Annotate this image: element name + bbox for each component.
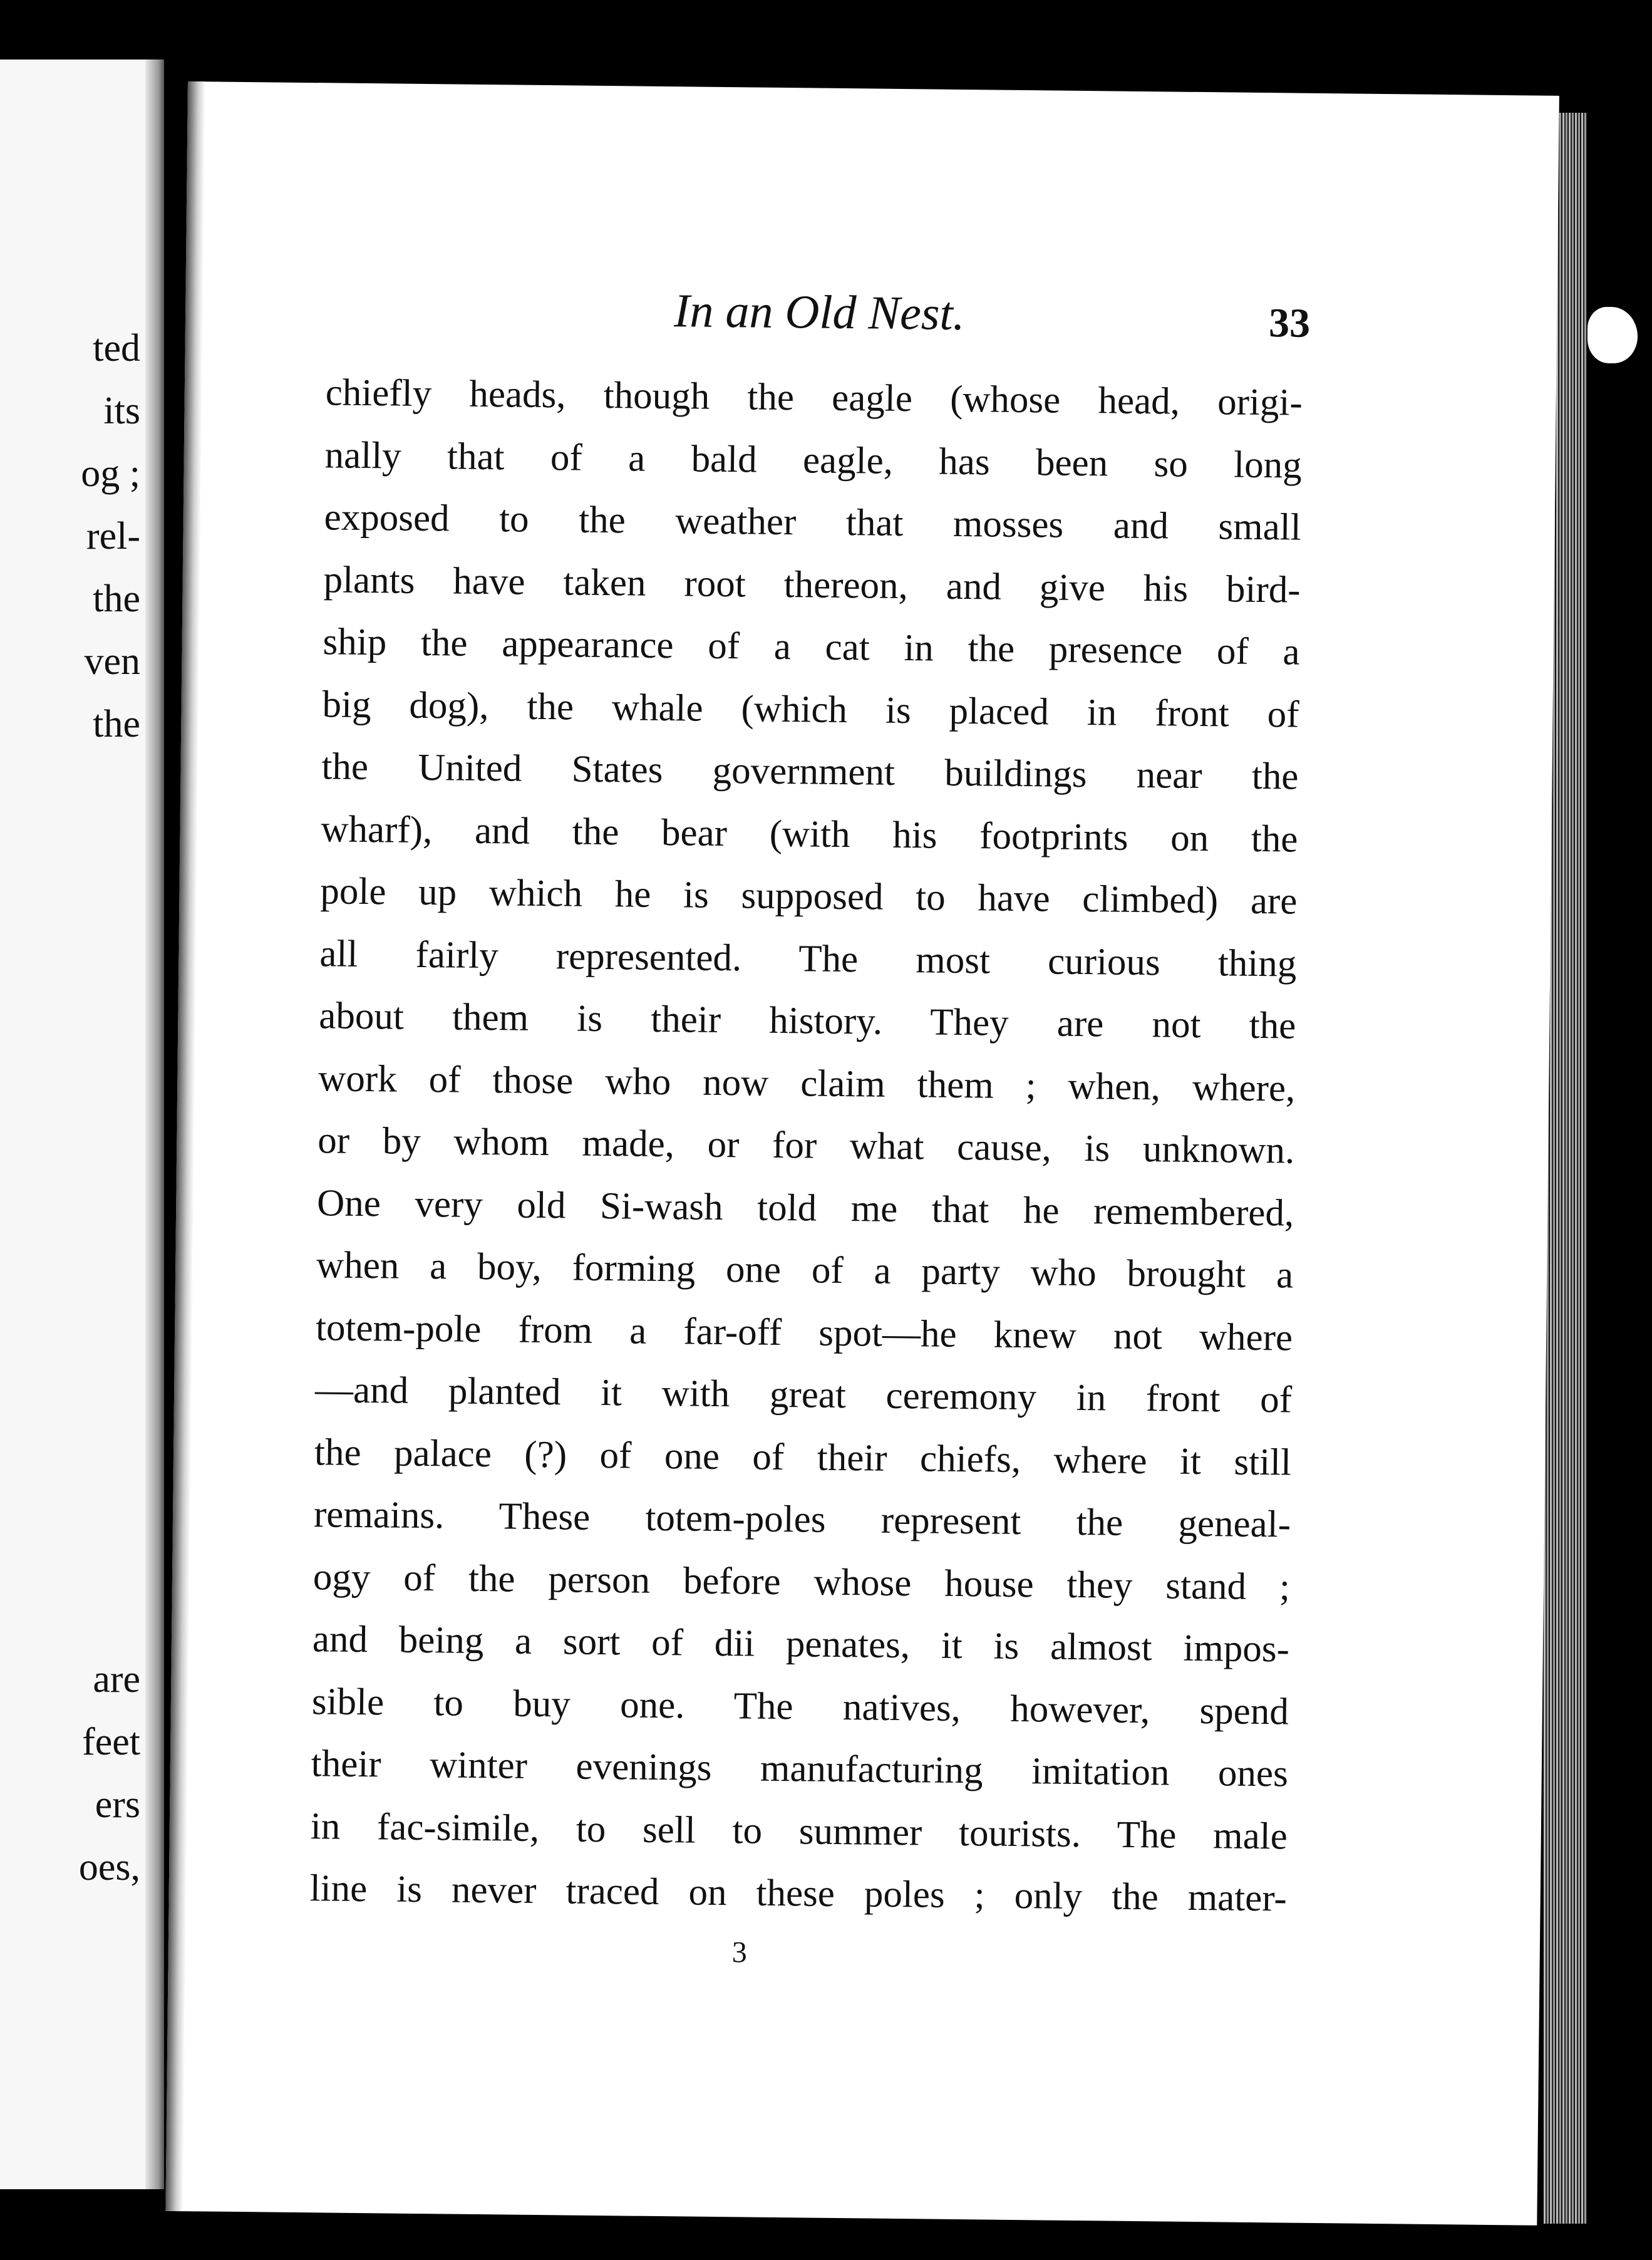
page-number: 33 bbox=[1268, 300, 1311, 346]
text-line: exposed to the weather that mosses and small bbox=[324, 496, 1301, 549]
text-line: ship the appearance of a cat in the presence of a bbox=[323, 621, 1300, 673]
left-page-fragment: the bbox=[93, 578, 140, 620]
text-line: all fairly represented. The most curious thing bbox=[319, 932, 1297, 985]
body-text bbox=[309, 361, 1303, 1930]
previous-page-edge bbox=[0, 60, 164, 2189]
text-line: the United States government buildings near the bbox=[321, 745, 1299, 798]
left-page-fragment: its bbox=[103, 390, 140, 432]
text-line: line is never traced on these poles ; only the mater- bbox=[309, 1867, 1288, 1920]
left-page-fragment: the bbox=[93, 703, 140, 745]
book-page bbox=[165, 81, 1559, 2226]
text-line: —and planted it with great ceremony in front of bbox=[314, 1369, 1293, 1421]
signature-mark: 3 bbox=[731, 1936, 748, 1969]
left-page-fragment: rel- bbox=[86, 515, 140, 557]
text-line: remains. These totem-poles represent the geneal- bbox=[313, 1493, 1291, 1546]
text-line: sible to buy one. The natives, however, spend bbox=[311, 1680, 1289, 1733]
text-line: ogy of the person before whose house they stand ; bbox=[312, 1555, 1291, 1609]
left-page-fragment: ers bbox=[95, 1783, 140, 1826]
text-line: when a boy, forming one of a party who brought a bbox=[316, 1244, 1294, 1297]
text-line: One very old Si-wash told me that he remembered, bbox=[316, 1181, 1294, 1235]
text-line: chiefly heads, though the eagle (whose head, origi- bbox=[325, 371, 1303, 424]
text-line: in fac-simile, to sell to summer tourists. The male bbox=[310, 1805, 1288, 1858]
left-page-fragment: oes, bbox=[78, 1846, 140, 1889]
left-page-fragment: og ; bbox=[81, 452, 140, 495]
text-line: big dog), the whale (which is placed in front of bbox=[322, 683, 1299, 736]
left-page-fragment: ted bbox=[93, 327, 140, 370]
left-page-fragment: are bbox=[93, 1658, 140, 1701]
text-line: about them is their history. They are not the bbox=[319, 995, 1296, 1047]
text-line: and being a sort of dii penates, it is almost impos- bbox=[312, 1618, 1290, 1671]
text-line: the palace (?) of one of their chiefs, where it still bbox=[314, 1431, 1292, 1484]
text-line: wharf), and the bear (with his footprints on the bbox=[321, 807, 1298, 861]
page-gutter bbox=[145, 60, 164, 2189]
text-line: their winter evenings manufacturing imitation ones bbox=[311, 1743, 1289, 1795]
text-line: work of those who now claim them ; when, where, bbox=[317, 1057, 1296, 1110]
left-page-fragment: feet bbox=[82, 1721, 140, 1763]
page-spine-shadow bbox=[165, 81, 205, 2211]
paper-tear-mark bbox=[1587, 307, 1638, 363]
text-line: plants have taken root thereon, and give his bird- bbox=[323, 558, 1301, 611]
text-line: or by whom made, or for what cause, is unknown. bbox=[317, 1119, 1295, 1172]
text-line: nally that of a bald eagle, has been so long bbox=[324, 433, 1303, 487]
left-page-fragment: ven bbox=[84, 640, 140, 683]
text-line: totem-pole from a far-off spot—he knew not where bbox=[315, 1306, 1293, 1359]
running-title: In an Old Nest. bbox=[673, 284, 966, 341]
text-line: pole up which he is supposed to have climbed) are bbox=[320, 870, 1298, 923]
